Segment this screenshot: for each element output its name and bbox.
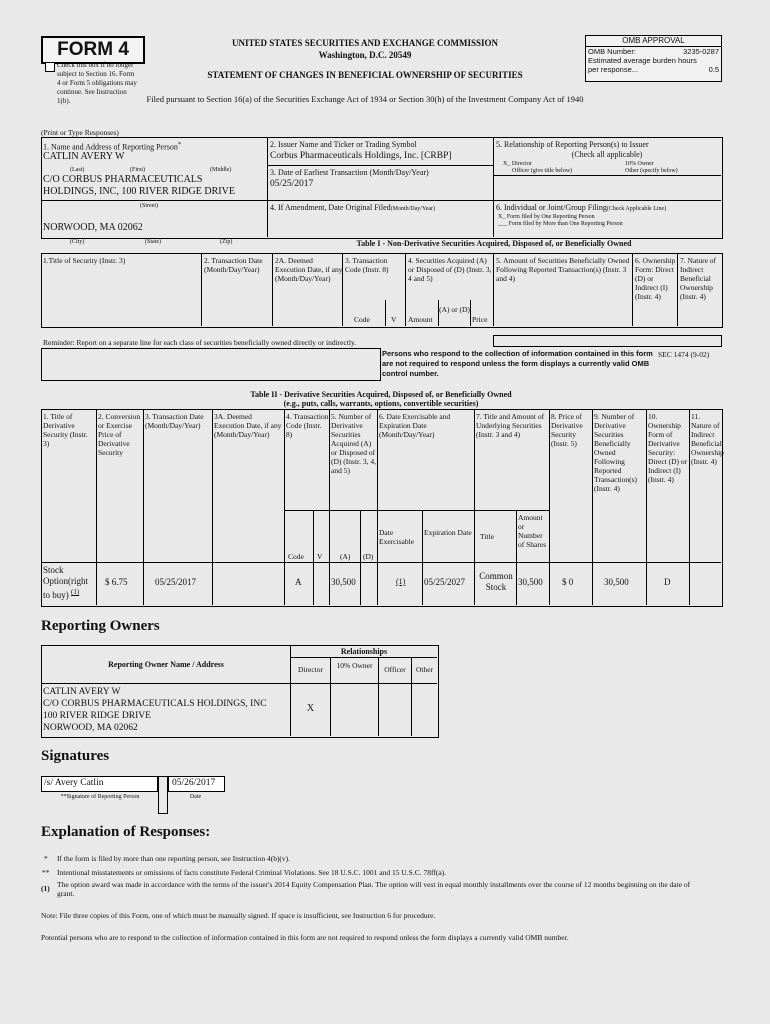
date-label: Date: [189, 794, 202, 800]
ro-col-owner10: 10% Owner: [336, 661, 373, 670]
filing-option-two[interactable]: ___ Form filed by More than One Reporting Person: [498, 221, 623, 227]
t2-sub-amount: Amount or Number of Shares: [518, 513, 547, 549]
signature-spacer: [158, 776, 168, 814]
t2-col-number: 5. Number of Derivative Securities Acquired (A) or Disposed of (D) (Instr. 3, 4, and 5): [331, 412, 376, 475]
relationship-label: 5. Relationship of Reporting Person(s) to Issuer: [496, 140, 649, 149]
t2-sub-v: V: [317, 552, 323, 561]
explanation-heading: Explanation of Responses:: [41, 824, 211, 840]
t2-col-date: 3. Transaction Date (Month/Day/Year): [145, 412, 204, 430]
t2-row-owned: 30,500: [604, 577, 629, 587]
print-type-label: (Print or Type Responses): [41, 128, 119, 137]
omb-burden-label: Estimated average burden hours per response...: [588, 56, 697, 74]
table1-title: Table I - Non-Derivative Securities Acquired, Disposed of, or Beneficially Owned: [356, 239, 632, 248]
t2-row-exercisable[interactable]: (1): [396, 577, 406, 586]
reporting-person-label: 1. Name and Address of Reporting Person*: [43, 141, 182, 152]
t2-row-code: A: [295, 577, 302, 587]
ro-owner-address: CATLIN AVERY W C/O CORBUS PHARMACEUTICALS HOLDINGS, INC 100 RIVER RIDGE DRIVE NORWOOD, MA 02062: [43, 687, 267, 733]
t1-sub-amount: Amount: [408, 315, 433, 324]
ro-col-name: Reporting Owner Name / Address: [108, 660, 224, 669]
relationship-sub: (Check all applicable): [571, 150, 643, 159]
t1-col-date: 2. Transaction Date (Month/Day/Year): [204, 256, 263, 274]
t2-row-deriv-price: $ 0: [562, 577, 574, 587]
first-label: (First): [130, 167, 145, 173]
t2-col-conversion: 2. Conversion or Exercise Price of Derivative Security: [98, 412, 141, 457]
reporting-person-name: CATLIN AVERY W: [43, 151, 125, 162]
reminder-box: [493, 335, 722, 347]
table2-title: Table II - Derivative Securities Acquired, Disposed of, or Beneficially Owned: [250, 390, 512, 399]
t1-sub-v: V: [391, 315, 397, 324]
note-2-mark: **: [42, 868, 50, 877]
earliest-transaction-label: 3. Date of Earliest Transaction (Month/Day/Year): [270, 168, 429, 177]
t2-row-expiration: 05/25/2027: [424, 577, 466, 587]
address-line-1: C/O CORBUS PHARMACEUTICALS: [43, 174, 203, 185]
t2-col-exercisable: 6. Date Exercisable and Expiration Date (Month/Day/Year): [379, 412, 451, 439]
statement-title: STATEMENT OF CHANGES IN BENEFICIAL OWNERSHIP OF SECURITIES: [207, 70, 523, 80]
ro-relationships: Relationships: [340, 647, 388, 656]
form-title: FORM 4: [41, 36, 145, 64]
t1-sub-code: Code: [354, 315, 370, 324]
other-option[interactable]: Other (specify below): [625, 168, 678, 174]
filing-type-label: 6. Individual or Joint/Group Filing(Check Applicable Line): [496, 203, 667, 212]
middle-label: (Middle): [210, 167, 232, 173]
t2-row-title: Common Stock: [479, 571, 513, 592]
t1-col-amount: 5. Amount of Securities Beneficially Owned Following Reported Transaction(s) (Instr. 3 and 4): [496, 256, 630, 283]
checkbox-text: Check this box if no longer subject to Section 16. Form 4 or Form 5 obligations may continue. See Instruction 1(b).: [57, 61, 137, 105]
t1-col-acquired: 4. Securities Acquired (A) or Disposed of (D) (Instr. 3, 4 and 5): [408, 256, 492, 283]
state-label: (State): [145, 239, 161, 245]
t1-col-code: 3. Transaction Code (Instr. 8): [345, 256, 389, 274]
signatures-heading: Signatures: [41, 748, 110, 764]
t2-col-code: 4. Transaction Code (Instr. 8): [286, 412, 329, 439]
t2-row-a: 30,500: [331, 577, 356, 587]
t2-sub-exercisable: Date Exercisable: [379, 528, 414, 546]
table2-subtitle: (e.g., puts, calls, warrants, options, convertible securities): [283, 399, 479, 408]
director-option[interactable]: X_ Director: [503, 161, 532, 167]
no-longer-subject-checkbox[interactable]: [45, 62, 55, 72]
ro-col-other: Other: [415, 665, 434, 674]
signature-label: **Signature of Reporting Person: [60, 794, 140, 800]
last-label: (Last): [70, 167, 85, 173]
reminder-text: Reminder: Report on a separate line for each class of securities beneficially owned directly or indirectly.: [43, 338, 357, 347]
city-label: (City): [70, 239, 85, 245]
persons-notice: Persons who respond to the collection of information contained in this form are not required to respond unless the form displays a currently valid OMB control number.: [382, 349, 653, 378]
t2-row-price: $ 6.75: [105, 577, 128, 587]
officer-option[interactable]: Officer (give title below): [512, 168, 573, 174]
t2-col-nature: 11. Nature of Indirect Beneficial Ownership (Instr. 4): [691, 412, 724, 466]
note-3: The option award was made in accordance with the terms of the issuer's 2014 Equity Compensation Plan. The option will vest in equal monthly installments over the course of 12 months beginning on the date of grant.: [57, 880, 691, 898]
potential-persons-note: Potential persons who are to respond to the collection of information contained in this form are not required to respond unless the form displays a currently valid OMB number.: [41, 933, 569, 942]
omb-number-value: 3235-0287: [683, 47, 719, 56]
t2-sub-code: Code: [288, 552, 304, 561]
note-1-mark: *: [44, 854, 48, 863]
t2-col-price: 8. Price of Derivative Security (Instr. 5): [551, 412, 583, 448]
signature-value: /s/ Avery Catlin: [44, 778, 104, 788]
note-2: Intentional misstatements or omissions of facts constitute Federal Criminal Violations. See 18 U.S.C. 1001 and 15 U.S.C. 78ff(a).: [57, 868, 447, 877]
reporting-owners-heading: Reporting Owners: [41, 618, 160, 634]
persons-left-box: [41, 348, 381, 381]
issuer-value: Corbus Pharmaceuticals Holdings, Inc. [CRBP]: [270, 151, 452, 161]
omb-approval-box: [585, 35, 722, 82]
street-label: (Street): [140, 203, 158, 209]
note-1: If the form is filed by more than one reporting person, see Instruction 4(b)(v).: [57, 854, 291, 863]
t2-row-amount: 30,500: [518, 577, 543, 587]
t2-sub-title: Title: [480, 532, 494, 541]
t1-sub-price: Price: [472, 315, 488, 324]
t2-col-owned: 9. Number of Derivative Securities Beneficially Owned Following Reported Transaction(s) (Instr. 4): [594, 412, 638, 493]
city-state-zip: NORWOOD, MA 02062: [43, 222, 143, 233]
t2-col-title: 1. Title of Derivative Security (Instr. 3): [43, 412, 88, 448]
zip-label: (Zip): [220, 239, 233, 245]
t2-row-date: 05/25/2017: [155, 577, 197, 587]
owner10-option[interactable]: 10% Owner: [625, 161, 654, 167]
t1-col-ownership: 6. Ownership Form: Direct (D) or Indirect (I) (Instr. 4): [635, 256, 676, 301]
t1-col-title: 1.Title of Security (Instr. 3): [43, 256, 126, 265]
ro-col-officer: Officer: [384, 665, 406, 674]
t1-col-deemed: 2A. Deemed Execution Date, if any (Month/Day/Year): [275, 256, 343, 283]
omb-number-label: OMB Number:: [588, 47, 636, 56]
t2-row-security: Stock Option(right to buy) $^{(1)}$: [43, 565, 88, 600]
agency-location: Washington, D.C. 20549: [318, 50, 412, 60]
agency-name: UNITED STATES SECURITIES AND EXCHANGE COMMISSION: [232, 38, 498, 48]
filed-pursuant: Filed pursuant to Section 16(a) of the Securities Exchange Act of 1934 or Section 30(h) of the Investment Company Act of 1940: [146, 94, 584, 104]
earliest-transaction-value: 05/25/2017: [270, 179, 314, 189]
omb-burden-value: 0.5: [708, 65, 719, 74]
ro-director-mark: X: [306, 703, 315, 714]
file-copies-note: Note: File three copies of this Form, one of which must be manually signed. If space is insufficient, see Instruction 6 for procedure.: [41, 911, 436, 920]
t1-col-nature: 7. Nature of Indirect Beneficial Ownership (Instr. 4): [680, 256, 717, 301]
t1-sub-aord: (A) or (D): [439, 305, 470, 314]
signature-date: 05/26/2017: [172, 778, 216, 788]
footnote-link[interactable]: (1): [71, 588, 80, 596]
sec-code: SEC 1474 (9-02): [658, 350, 710, 359]
address-line-2: HOLDINGS, INC, 100 RIVER RIDGE DRIVE: [43, 186, 235, 197]
ro-col-director: Director: [298, 665, 323, 674]
t2-row-form: D: [664, 577, 671, 587]
omb-title: OMB APPROVAL: [586, 36, 721, 47]
t2-col-underlying: 7. Title and Amount of Underlying Securities (Instr. 3 and 4): [476, 412, 545, 439]
t2-col-form: 10. Ownership Form of Derivative Security: Direct (D) or Indirect (I) (Instr. 4): [648, 412, 688, 484]
filing-option-one[interactable]: X_ Form filed by One Reporting Person: [498, 214, 595, 220]
t2-sub-a: (A): [340, 552, 351, 561]
note-3-mark: (1): [41, 884, 50, 893]
issuer-label: 2. Issuer Name and Ticker or Trading Symbol: [270, 140, 417, 149]
t2-col-deemed: 3A. Deemed Execution Date, if any (Month/Day/Year): [214, 412, 282, 439]
t2-sub-expiration: Expiration Date: [424, 528, 472, 537]
t2-sub-d: (D): [363, 552, 374, 561]
amendment-label: 4. If Amendment, Date Original Filed(Month/Day/Year): [270, 203, 436, 212]
